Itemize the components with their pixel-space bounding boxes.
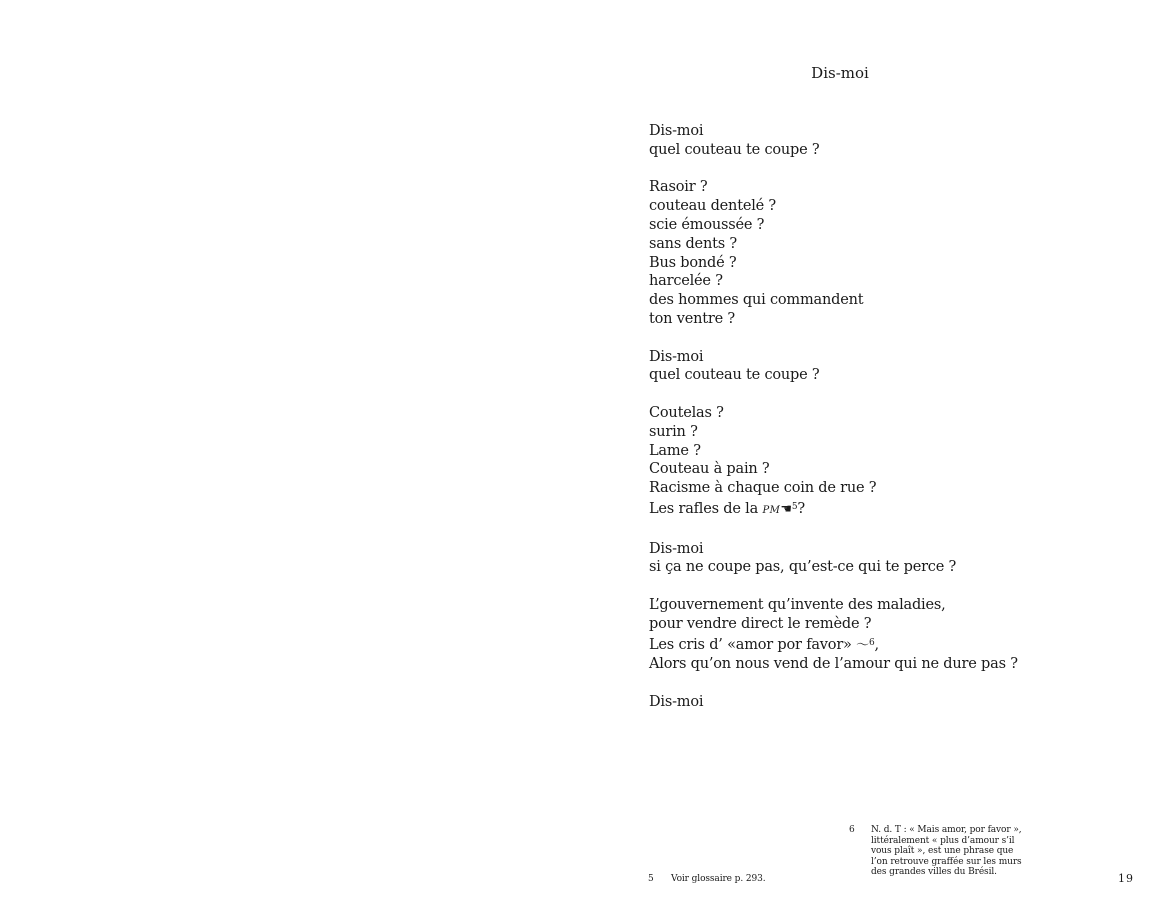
footnote-ref-5: 5 — [791, 501, 798, 512]
wave-ornament-icon: 〜 — [856, 637, 869, 653]
amor-line-end: , — [874, 636, 879, 653]
poem-line: harcelée ? — [649, 273, 723, 290]
poem-line: Dis-moi — [649, 540, 704, 557]
poem-line: surin ? — [649, 423, 698, 440]
footnote-ref-6: 6 — [868, 637, 875, 648]
footnote-6 — [849, 825, 1069, 889]
pm-line-end: ? — [797, 500, 805, 517]
footnote-5 — [648, 874, 848, 886]
stanza-4 — [649, 404, 1129, 521]
poem-line: Coutelas ? — [649, 404, 724, 421]
poem-line: scie émoussée ? — [649, 216, 765, 233]
poem-line: Dis-moi — [649, 348, 704, 365]
poem-line: Lame ? — [649, 442, 701, 459]
poem-line-pm — [649, 498, 1129, 521]
poem-line: Bus bondé ? — [649, 254, 737, 271]
stanza-5 — [649, 540, 1129, 578]
footnote-number: 6 — [849, 825, 855, 835]
page-number: 19 — [1118, 872, 1134, 885]
stanza-1 — [649, 122, 1129, 160]
poem-line: quel couteau te coupe ? — [649, 367, 820, 384]
footnote-line: des grandes villes du Brésil. — [871, 867, 997, 877]
poem-line: L’gouvernement qu’invente des maladies, — [649, 596, 946, 613]
poem-line: Alors qu’on nous vend de l’amour qui ne dure pas ? — [649, 656, 1018, 673]
amor-line-text: Les cris d’ «amor por favor» — [649, 636, 857, 653]
poem-line: Rasoir ? — [649, 179, 708, 196]
poem-body — [649, 122, 1129, 731]
poem-line: ton ventre ? — [649, 310, 735, 327]
poem-line: Dis-moi — [649, 693, 704, 710]
poem-line: quel couteau te coupe ? — [649, 141, 820, 158]
footnote-text: Voir glossaire p. 293. — [671, 874, 766, 884]
poem-line: si ça ne coupe pas, qu’est-ce qui te perce ? — [649, 559, 957, 576]
footnote-number: 5 — [648, 874, 654, 884]
footnote-text — [871, 825, 1022, 878]
poem-line: pour vendre direct le remède ? — [649, 615, 872, 632]
stanza-3 — [649, 348, 1129, 386]
pm-abbreviation: PM — [762, 504, 781, 516]
footnote-line: littéralement « plus d’amour s’il — [871, 835, 1015, 846]
poem-title: Dis-moi — [811, 64, 869, 82]
poem-line: sans dents ? — [649, 235, 737, 252]
footnote-line: vous plaît », est une phrase que — [871, 846, 1014, 856]
poem-line: Racisme à chaque coin de rue ? — [649, 480, 877, 497]
stanza-7 — [649, 693, 1129, 712]
stanza-2 — [649, 178, 1129, 328]
pointing-hand-icon: ☚ — [780, 501, 792, 517]
poem-line-amor — [649, 634, 1129, 656]
stanza-6 — [649, 596, 1129, 674]
footnote-line: N. d. T : « Mais amor, por favor », — [871, 825, 1022, 835]
poem-line: Dis-moi — [649, 123, 704, 139]
poem-line: Couteau à pain ? — [649, 461, 770, 478]
footnote-line: l’on retrouve graffée sur les murs — [871, 856, 1022, 867]
poem-line: des hommes qui commandent — [649, 292, 864, 309]
pm-line-text: Les rafles de la — [649, 500, 763, 517]
poem-line: couteau dentelé ? — [649, 198, 777, 215]
